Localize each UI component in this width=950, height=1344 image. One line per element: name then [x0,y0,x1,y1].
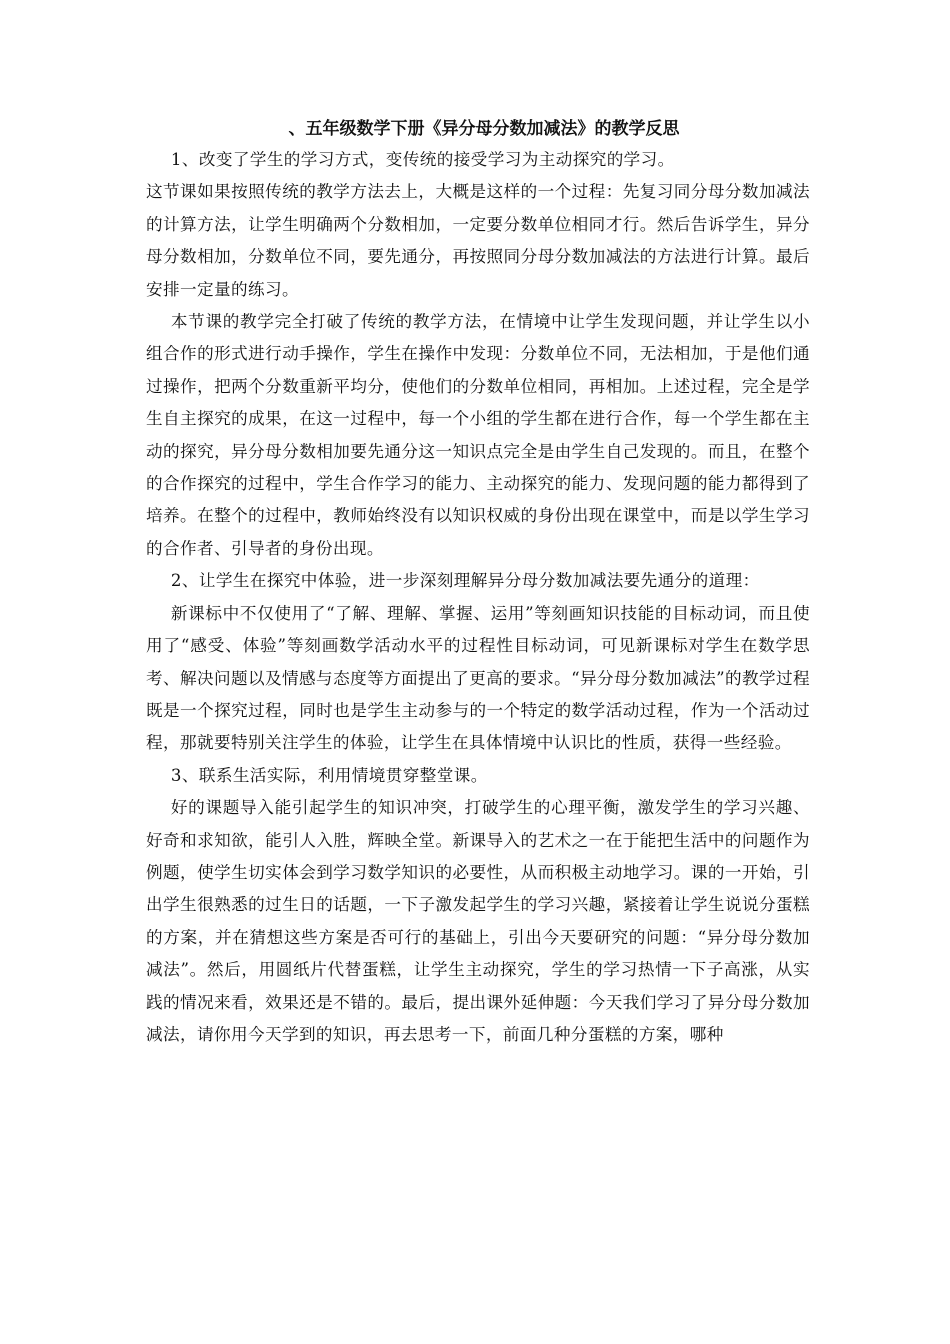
document-body [146,114,810,1051]
section-heading-3: 3、联系生活实际，利用情境贯穿整堂课。 [170,765,488,785]
section-3-paragraph-1: 好的课题导入能引起学生的知识冲突，打破学生的心理平衡，激发学生的学习兴趣、好奇和求知欲，能引人入胜，辉映全堂。新课导入的艺术之一在于能把生活中的问题作为例题，使学生切实体会到学习数学知识的必要性，从而积极主动地学习。课的一开始，引出学生很熟悉的过生日的话题，一下子激发起学生的学习兴趣，紧接着让学生说说分蛋糕的方案，并在猜想这些方案是否可行的基础上，引出今天要研究的问题：“异分母分数加减法”。然后，用圆纸片代替蛋糕，让学生主动探究，学生的学习热情一下子高涨，从实践的情况来看，效果还是不错的。最后，提出课外延伸题：今天我们学习了异分母分数加减法，请你用今天学到的知识，再去思考一下，前面几种分蛋糕的方案，哪种 [146,798,810,1044]
section-1-paragraph-2: 本节课的教学完全打破了传统的教学方法，在情境中让学生发现问题，并让学生以小组合作的形式进行动手操作，学生在操作中发现：分数单位不同，无法相加，于是他们通过操作，把两个分数重新平均分，使他们的分数单位相同，再相加。上述过程，完全是学生自主探究的成果，在这一过程中，每一个小组的学生都在进行合作，每一个学生都在主动的探究，异分母分数相加要先通分这一知识点完全是由学生自己发现的。而且，在整个的合作探究的过程中，学生合作学习的能力、主动探究的能力、发现问题的能力都得到了培养。在整个的过程中，教师始终没有以知识权威的身份出现在课堂中，而是以学生学习的合作者、引导者的身份出现。 [146,312,810,558]
section-heading-1: 1、改变了学生的学习方式，变传统的接受学习为主动探究的学习。 [170,150,675,169]
section-1-paragraph-1: 这节课如果按照传统的教学方法去上，大概是这样的一个过程：先复习同分母分数加减法的计算方法，让学生明确两个分数相加，一定要分数单位相同才行。然后告诉学生，异分母分数相加，分数单位不同，要先通分，再按照同分母分数加减法的方法进行计算。最后安排一定量的练习。 [146,182,810,299]
section-heading-2: 2、让学生在探究中体验，进一步深刻理解异分母分数加减法要先通分的道理： [170,571,760,591]
document-title: 、五年级数学下册《异分母分数加减法》的教学反思 [288,119,680,139]
section-2-paragraph-1: 新课标中不仅使用了“了解、理解、掌握、运用”等刻画知识技能的目标动词，而且使用了“感受、体验”等刻画数学活动水平的过程性目标动词，可见新课标对学生在数学思考、解决问题以及情感与态度等方面提出了更高的要求。“异分母分数加减法”的教学过程既是一个探究过程，同时也是学生主动参与的一个特定的数学活动过程，作为一个活动过程，那就要特别关注学生的体验，让学生在具体情境中认识比的性质，获得一些经验。 [146,603,810,753]
